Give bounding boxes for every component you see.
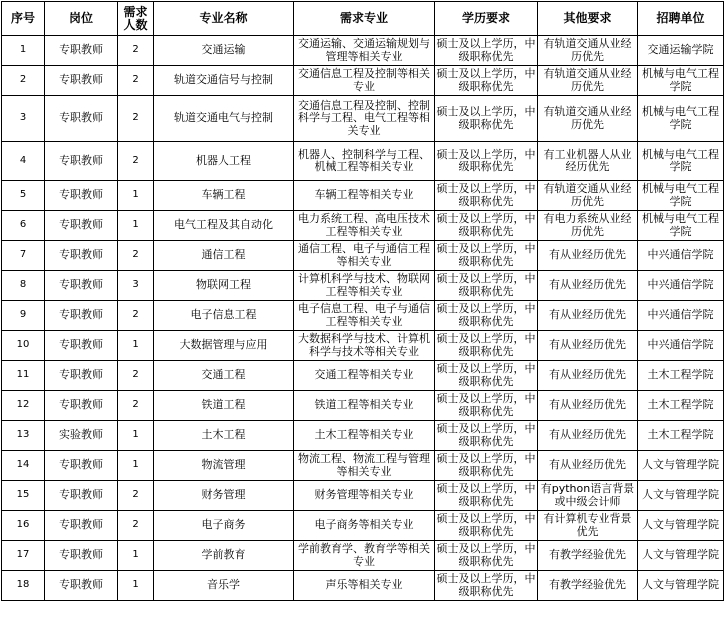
table-row (2, 301, 724, 331)
cell-position: 专职教师 (45, 211, 118, 241)
cell-position: 专职教师 (45, 361, 118, 391)
cell-other: 有轨道交通从业经历优先 (538, 66, 638, 96)
cell-index: 9 (2, 301, 45, 331)
cell-department: 中兴通信学院 (638, 271, 724, 301)
cell-count: 1 (118, 181, 154, 211)
cell-index: 15 (2, 481, 45, 511)
cell-department: 机械与电气工程学院 (638, 96, 724, 142)
cell-major: 物联网工程 (154, 271, 294, 301)
cell-major: 交通运输 (154, 36, 294, 66)
cell-index: 14 (2, 451, 45, 481)
cell-count: 2 (118, 96, 154, 142)
header-department: 招聘单位 (638, 2, 724, 36)
cell-major: 通信工程 (154, 241, 294, 271)
table-row (2, 36, 724, 66)
cell-major: 财务管理 (154, 481, 294, 511)
cell-major: 土木工程 (154, 421, 294, 451)
cell-department: 土木工程学院 (638, 391, 724, 421)
table-row (2, 421, 724, 451)
cell-education: 硕士及以上学历，中级职称优先 (435, 331, 538, 361)
cell-position: 专职教师 (45, 181, 118, 211)
cell-major: 轨道交通信号与控制 (154, 66, 294, 96)
cell-position: 专职教师 (45, 451, 118, 481)
cell-index: 17 (2, 541, 45, 571)
cell-major: 音乐学 (154, 571, 294, 601)
cell-required-major: 物流工程、物流工程与管理等相关专业 (294, 451, 435, 481)
header-required-major: 需求专业 (294, 2, 435, 36)
cell-count: 2 (118, 511, 154, 541)
cell-position: 专职教师 (45, 241, 118, 271)
cell-required-major: 电力系统工程、高电压技术工程等相关专业 (294, 211, 435, 241)
cell-education: 硕士及以上学历，中级职称优先 (435, 142, 538, 181)
cell-other: 有教学经验优先 (538, 541, 638, 571)
cell-department: 机械与电气工程学院 (638, 181, 724, 211)
cell-index: 1 (2, 36, 45, 66)
cell-position: 专职教师 (45, 96, 118, 142)
header-count: 需求人数 (118, 2, 154, 36)
table-row (2, 391, 724, 421)
cell-major: 电气工程及其自动化 (154, 211, 294, 241)
cell-position: 专职教师 (45, 66, 118, 96)
cell-department: 机械与电气工程学院 (638, 211, 724, 241)
cell-other: 有从业经历优先 (538, 271, 638, 301)
cell-other: 有从业经历优先 (538, 361, 638, 391)
cell-education: 硕士及以上学历，中级职称优先 (435, 481, 538, 511)
recruitment-table (1, 1, 724, 601)
cell-other: 有教学经验优先 (538, 571, 638, 601)
cell-index: 18 (2, 571, 45, 601)
cell-other: 有计算机专业背景优先 (538, 511, 638, 541)
cell-position: 专职教师 (45, 271, 118, 301)
cell-required-major: 交通信息工程及控制、控制科学与工程、电气工程等相关专业 (294, 96, 435, 142)
cell-count: 1 (118, 541, 154, 571)
cell-index: 8 (2, 271, 45, 301)
cell-major: 机器人工程 (154, 142, 294, 181)
cell-education: 硕士及以上学历，中级职称优先 (435, 541, 538, 571)
cell-position: 专职教师 (45, 36, 118, 66)
cell-required-major: 交通运输、交通运输规划与管理等相关专业 (294, 36, 435, 66)
cell-other: 有轨道交通从业经历优先 (538, 96, 638, 142)
cell-department: 人文与管理学院 (638, 451, 724, 481)
cell-major: 电子信息工程 (154, 301, 294, 331)
table-row (2, 361, 724, 391)
cell-other: 有轨道交通从业经历优先 (538, 181, 638, 211)
table-row (2, 211, 724, 241)
cell-education: 硕士及以上学历，中级职称优先 (435, 181, 538, 211)
cell-department: 机械与电气工程学院 (638, 66, 724, 96)
cell-other: 有python语言背景或中级会计师 (538, 481, 638, 511)
cell-department: 人文与管理学院 (638, 481, 724, 511)
cell-department: 中兴通信学院 (638, 331, 724, 361)
cell-count: 2 (118, 36, 154, 66)
table-row (2, 571, 724, 601)
cell-other: 有工业机器人从业经历优先 (538, 142, 638, 181)
cell-count: 3 (118, 271, 154, 301)
cell-major: 电子商务 (154, 511, 294, 541)
cell-required-major: 学前教育学、教育学等相关专业 (294, 541, 435, 571)
cell-index: 5 (2, 181, 45, 211)
cell-other: 有从业经历优先 (538, 331, 638, 361)
cell-education: 硕士及以上学历，中级职称优先 (435, 571, 538, 601)
cell-required-major: 土木工程等相关专业 (294, 421, 435, 451)
cell-index: 7 (2, 241, 45, 271)
cell-count: 1 (118, 421, 154, 451)
cell-required-major: 大数据科学与技术、计算机科学与技术等相关专业 (294, 331, 435, 361)
cell-department: 机械与电气工程学院 (638, 142, 724, 181)
cell-position: 专职教师 (45, 511, 118, 541)
cell-department: 中兴通信学院 (638, 301, 724, 331)
cell-major: 车辆工程 (154, 181, 294, 211)
cell-count: 1 (118, 331, 154, 361)
table-row (2, 331, 724, 361)
cell-position: 实验教师 (45, 421, 118, 451)
cell-other: 有从业经历优先 (538, 391, 638, 421)
cell-major: 轨道交通电气与控制 (154, 96, 294, 142)
cell-position: 专职教师 (45, 391, 118, 421)
cell-required-major: 声乐等相关专业 (294, 571, 435, 601)
cell-count: 2 (118, 361, 154, 391)
cell-index: 3 (2, 96, 45, 142)
cell-education: 硕士及以上学历，中级职称优先 (435, 301, 538, 331)
cell-required-major: 计算机科学与技术、物联网工程等相关专业 (294, 271, 435, 301)
header-major: 专业名称 (154, 2, 294, 36)
cell-count: 2 (118, 66, 154, 96)
cell-index: 10 (2, 331, 45, 361)
cell-required-major: 交通信息工程及控制等相关专业 (294, 66, 435, 96)
table-row (2, 142, 724, 181)
cell-count: 2 (118, 241, 154, 271)
cell-count: 2 (118, 142, 154, 181)
cell-count: 2 (118, 481, 154, 511)
cell-education: 硕士及以上学历，中级职称优先 (435, 271, 538, 301)
cell-major: 学前教育 (154, 541, 294, 571)
cell-required-major: 车辆工程等相关专业 (294, 181, 435, 211)
cell-education: 硕士及以上学历，中级职称优先 (435, 241, 538, 271)
cell-required-major: 铁道工程等相关专业 (294, 391, 435, 421)
cell-department: 交通运输学院 (638, 36, 724, 66)
cell-position: 专职教师 (45, 142, 118, 181)
cell-index: 13 (2, 421, 45, 451)
cell-department: 中兴通信学院 (638, 241, 724, 271)
cell-index: 16 (2, 511, 45, 541)
cell-required-major: 电子商务等相关专业 (294, 511, 435, 541)
table-row (2, 66, 724, 96)
cell-major: 铁道工程 (154, 391, 294, 421)
cell-required-major: 通信工程、电子与通信工程等相关专业 (294, 241, 435, 271)
cell-education: 硕士及以上学历，中级职称优先 (435, 511, 538, 541)
cell-major: 交通工程 (154, 361, 294, 391)
cell-major: 物流管理 (154, 451, 294, 481)
cell-index: 4 (2, 142, 45, 181)
header-position: 岗位 (45, 2, 118, 36)
cell-other: 有从业经历优先 (538, 451, 638, 481)
cell-count: 1 (118, 571, 154, 601)
table-row (2, 181, 724, 211)
table-row (2, 241, 724, 271)
table-row (2, 541, 724, 571)
cell-count: 2 (118, 391, 154, 421)
cell-position: 专职教师 (45, 301, 118, 331)
cell-education: 硕士及以上学历，中级职称优先 (435, 361, 538, 391)
cell-department: 人文与管理学院 (638, 571, 724, 601)
cell-education: 硕士及以上学历，中级职称优先 (435, 421, 538, 451)
table-row (2, 96, 724, 142)
cell-other: 有从业经历优先 (538, 301, 638, 331)
cell-count: 1 (118, 211, 154, 241)
cell-education: 硕士及以上学历，中级职称优先 (435, 211, 538, 241)
cell-other: 有电力系统从业经历优先 (538, 211, 638, 241)
cell-index: 12 (2, 391, 45, 421)
table-row (2, 271, 724, 301)
cell-other: 有从业经历优先 (538, 241, 638, 271)
cell-position: 专职教师 (45, 331, 118, 361)
cell-required-major: 机器人、控制科学与工程、机械工程等相关专业 (294, 142, 435, 181)
cell-department: 人文与管理学院 (638, 511, 724, 541)
cell-required-major: 电子信息工程、电子与通信工程等相关专业 (294, 301, 435, 331)
cell-index: 2 (2, 66, 45, 96)
cell-major: 大数据管理与应用 (154, 331, 294, 361)
cell-count: 1 (118, 451, 154, 481)
cell-count: 2 (118, 301, 154, 331)
cell-education: 硕士及以上学历，中级职称优先 (435, 391, 538, 421)
cell-index: 6 (2, 211, 45, 241)
table-row (2, 481, 724, 511)
cell-department: 土木工程学院 (638, 421, 724, 451)
cell-education: 硕士及以上学历，中级职称优先 (435, 451, 538, 481)
table-body (2, 36, 724, 601)
cell-department: 土木工程学院 (638, 361, 724, 391)
cell-other: 有轨道交通从业经历优先 (538, 36, 638, 66)
cell-position: 专职教师 (45, 541, 118, 571)
cell-position: 专职教师 (45, 481, 118, 511)
cell-education: 硕士及以上学历，中级职称优先 (435, 36, 538, 66)
cell-education: 硕士及以上学历，中级职称优先 (435, 96, 538, 142)
header-index: 序号 (2, 2, 45, 36)
cell-education: 硕士及以上学历，中级职称优先 (435, 66, 538, 96)
cell-department: 人文与管理学院 (638, 541, 724, 571)
header-row (2, 2, 724, 36)
header-education: 学历要求 (435, 2, 538, 36)
table-row (2, 511, 724, 541)
cell-required-major: 财务管理等相关专业 (294, 481, 435, 511)
cell-index: 11 (2, 361, 45, 391)
cell-required-major: 交通工程等相关专业 (294, 361, 435, 391)
header-other: 其他要求 (538, 2, 638, 36)
table-row (2, 451, 724, 481)
cell-other: 有从业经历优先 (538, 421, 638, 451)
cell-position: 专职教师 (45, 571, 118, 601)
